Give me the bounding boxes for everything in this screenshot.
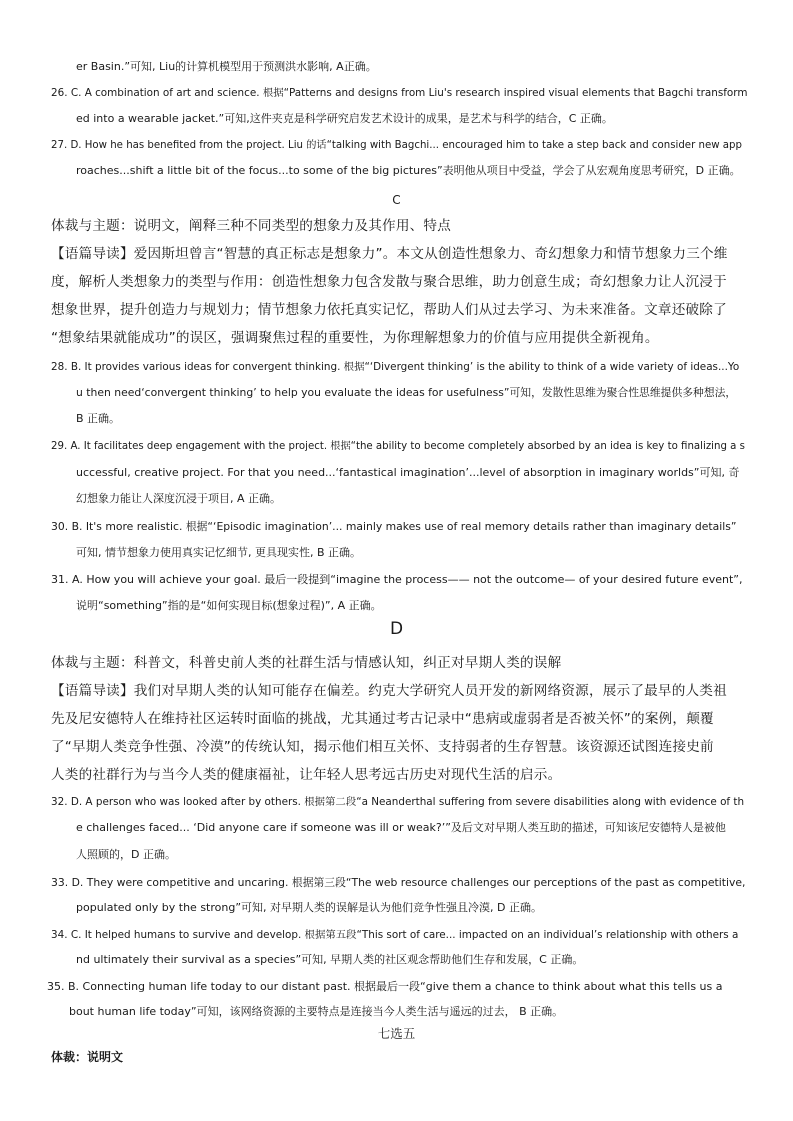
section-c-heading: C — [392, 193, 401, 207]
q29-line-2: uccessful, creative project. For that you need...‘fantastical imagination’...level of absorption in imaginary worlds”可知, 奇 — [76, 466, 740, 479]
section-c-guide-line-1: 【语篇导读】爱因斯坦曾言“智慧的真正标志是想象力”。本文从创造性想象力、奇幻想象力和情节想象力三个维 — [51, 246, 728, 262]
section-d-guide-line-3: 了“早期人类竞争性强、冷漠”的传统认知，揭示他们相互关怀、支持弱者的生存智慧。该资源还试图连接史前 — [51, 739, 714, 755]
q34-line-1: 34. C. It helped humans to survive and develop. 根据第五段“This sort of care... impacted on an individual’s relationship with others a — [51, 929, 739, 941]
section-d-guide-line-4: 人类的社群行为与当今人类的健康福祉，让年轻人思考远古历史对现代生活的启示。 — [51, 767, 562, 783]
q28-line-2: u then need‘convergent thinking’ to help you evaluate the ideas for usefulness”可知，发散性思维为聚合性思维提供多种想法， — [76, 386, 737, 399]
q29-line-1: 29. A. It facilitates deep engagement with the project. 根据“the ability to become completely absorbed by an idea is key to finalizing a s — [51, 441, 745, 452]
q33-line-2: populated only by the strong”可知, 对早期人类的误解是认为他们竞争性强且冷漠, D 正确。 — [76, 901, 542, 914]
section-c-guide-line-2: 度，解析人类想象力的类型与作用：创造性想象力包含发散与聚合思维，助力创意生成；奇幻想象力让人沉浸于 — [51, 274, 727, 290]
q27-line-2: roaches...shift a little bit of the focus...to some of the big pictures”表明他从项目中受益，学会了从宏观角度思考研究，D 正确。 — [76, 164, 741, 177]
q32-line-2: e challenges faced... ‘Did anyone care if someone was ill or weak?’”及后文对早期人类互助的描述，可知该尼安德特人是被他 — [76, 821, 726, 834]
q30-line-2: 可知, 情节想象力使用真实记忆细节, 更具现实性, B 正确。 — [76, 546, 362, 559]
section-c-guide-line-3: 想象世界，提升创造力与规划力；情节想象力依托真实记忆，帮助人们从过去学习、为未来准备。文章还破除了 — [51, 302, 727, 318]
section-qx-genre: 体裁：说明文 — [51, 1050, 124, 1064]
q32-line-1: 32. D. A person who was looked after by others. 根据第二段“a Neanderthal suffering from severe disabilities along with evidence of th — [51, 796, 745, 808]
q35-line-1: 35. B. Connecting human life today to our distant past. 根据最后一段“give them a chance to think about what this tells us a — [47, 980, 723, 993]
q26-line-2: ed into a wearable jacket.”可知,这件夹克是科学研究启发艺术设计的成果，是艺术与科学的结合，C 正确。 — [76, 112, 613, 125]
q28-line-1: 28. B. It provides various ideas for convergent thinking. 根据“‘Divergent thinking’ is the ability to think of a wide variety of ideas...Yo — [51, 361, 740, 373]
q29-line-3: 幻想象力能让人深度沉浸于项目, A 正确。 — [76, 492, 282, 505]
q26-line-1: 26. C. A combination of art and science. 根据“Patterns and designs from Liu's research inspired visual elements that Bagchi transform — [51, 87, 748, 99]
q28-line-3: B 正确。 — [76, 412, 121, 425]
q25-tail: er Basin.”可知, Liu的计算机模型用于预测洪水影响, A正确。 — [76, 60, 377, 73]
section-d-guide-line-2: 先及尼安德特人在维持社区运转时面临的挑战，尤其通过考古记录中“患病或虚弱者是否被关怀”的案例，颠覆 — [51, 711, 714, 727]
q34-line-2: nd ultimately their survival as a species”可知, 早期人类的社区观念帮助他们生存和发展，C 正确。 — [76, 953, 584, 966]
q31-line-1: 31. A. How you will achieve your goal. 最后一段提到“imagine the process—— not the outcome— of your desired future event”, — [51, 573, 743, 586]
section-c-genre: 体裁与主题：说明文，阐释三种不同类型的想象力及其作用、特点 — [51, 218, 452, 234]
q32-line-3: 人照顾的，D 正确。 — [76, 848, 176, 861]
section-d-heading: D — [389, 619, 404, 639]
q27-line-1: 27. D. How he has benefited from the project. Liu 的话“talking with Bagchi... encouraged him to take a step back and consider new app — [51, 140, 742, 151]
section-c-guide-line-4: “想象结果就能成功”的误区，强调聚焦过程的重要性，为你理解想象力的价值与应用提供全新视角。 — [51, 330, 659, 346]
section-qx-heading: 七选五 — [377, 1026, 416, 1041]
q33-line-1: 33. D. They were competitive and uncaring. 根据第三段“The web resource challenges our perceptions of the past as competitive, — [51, 876, 746, 889]
section-d-guide-line-1: 【语篇导读】我们对早期人类的认知可能存在偏差。约克大学研究人员开发的新网络资源，展示了最早的人类祖 — [51, 683, 727, 699]
q35-line-2: bout human life today”可知，该网络资源的主要特点是连接当今人类生活与遥远的过去， B 正确。 — [69, 1005, 564, 1018]
section-d-genre: 体裁与主题：科普文，科普史前人类的社群生活与情感认知，纠正对早期人类的误解 — [51, 655, 562, 671]
q30-line-1: 30. B. It's more realistic. 根据“‘Episodic imagination’... mainly makes use of real memory details rather than imaginary details” — [51, 520, 737, 533]
q31-line-2: 说明“something”指的是“如何实现目标(想象过程)”, A 正确。 — [76, 599, 382, 612]
